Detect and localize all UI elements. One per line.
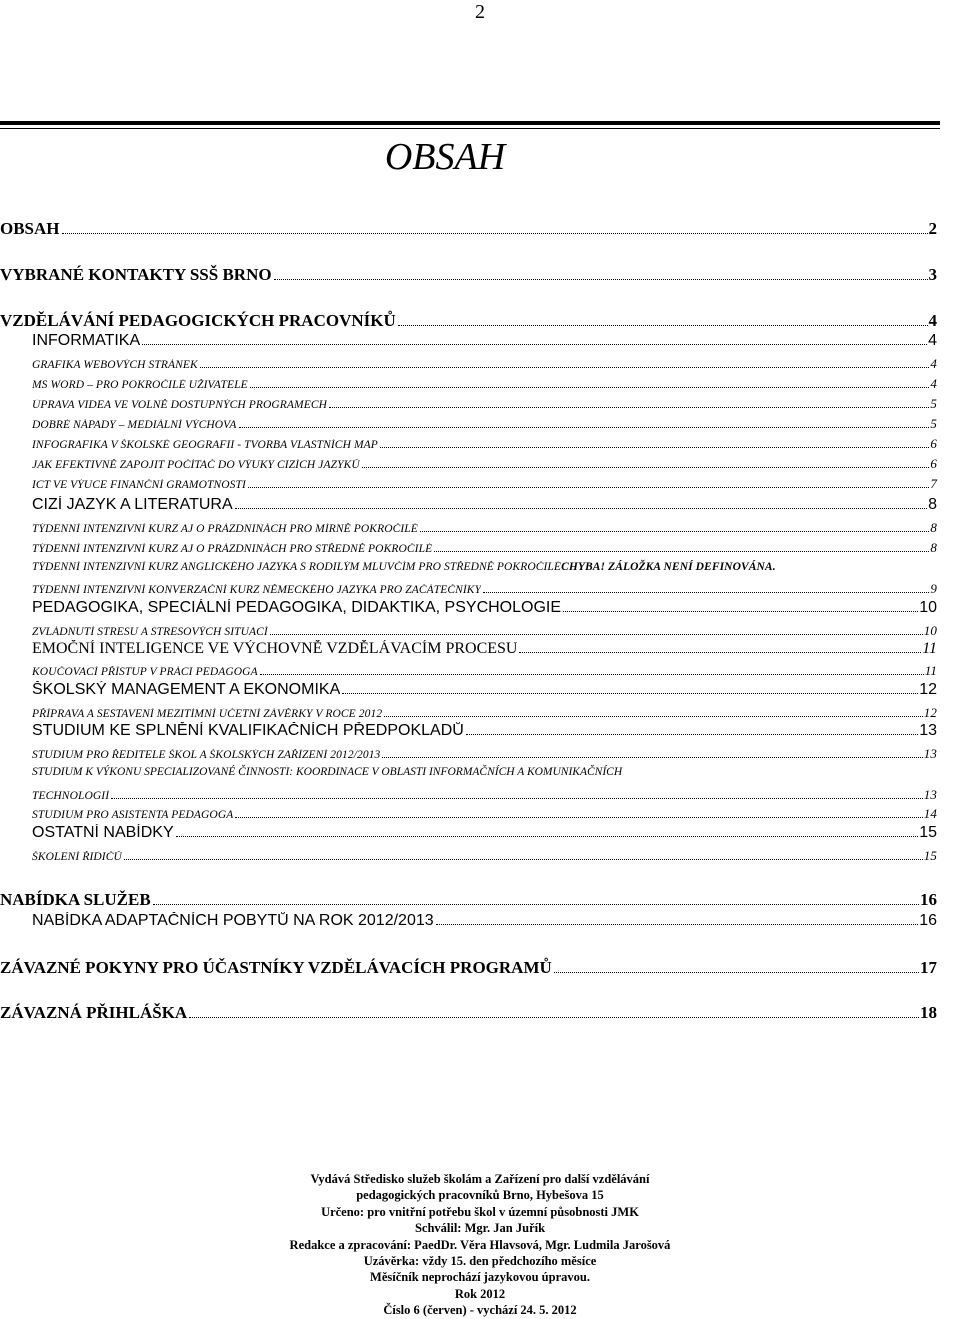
toc-entry-title: ICT VE VÝUCE FINANČNÍ GRAMOTNOSTI [32, 479, 246, 491]
toc-entry-title: OSTATNÍ NABÍDKY [32, 824, 174, 841]
toc-entry-page: 17 [920, 958, 937, 977]
toc-leader-dots [362, 467, 930, 468]
toc-entry[interactable] [0, 264, 937, 286]
toc-entry-title: ÚPRAVA VIDEA VE VOLNĚ DOSTUPNÝCH PROGRAMECH [32, 399, 328, 411]
toc-entry[interactable] [32, 416, 937, 432]
toc-entry-title: STUDIUM KE SPLNĚNÍ KVALIFIKAČNÍCH PŘEDPOKLADŮ [32, 722, 464, 739]
toc-leader-dots [124, 859, 923, 860]
toc-entry[interactable] [32, 496, 937, 514]
toc-entry-title: NABÍDKA SLUŽEB [0, 890, 151, 909]
colophon-line: pedagogických pracovníků Brno, Hybešova 15 [356, 1188, 604, 1203]
toc-entry-page: 8 [928, 496, 937, 513]
toc-entry-page: 10 [919, 599, 937, 616]
toc-entry-page: 12 [923, 705, 937, 720]
toc-entry[interactable] [32, 848, 937, 864]
toc-entry-title: TÝDENNÍ INTENZIVNÍ KONVERZAČNÍ KURZ NĚMECKÉHO JAZYKA PRO ZAČÁTEČNÍKY [32, 584, 482, 596]
toc-entry[interactable] [0, 310, 937, 332]
toc-entry[interactable] [32, 396, 937, 412]
toc-entry-page: 7 [930, 476, 937, 491]
colophon-line: Číslo 6 (červen) - vychází 24. 5. 2012 [383, 1303, 577, 1318]
toc-leader-dots [382, 757, 922, 758]
toc-leader-dots [260, 674, 924, 675]
toc-entry-title: ŠKOLSKÝ MANAGEMENT A EKONOMIKA [32, 681, 341, 698]
toc-entry-page: 3 [928, 265, 937, 284]
toc-leader-dots [274, 279, 928, 280]
toc-leader-dots [239, 427, 930, 428]
colophon-line: Redakce a zpracování: PaedDr. Věra Hlavsová, Mgr. Ludmila Jarošová [289, 1237, 671, 1252]
toc-entry-page: 4 [930, 356, 937, 371]
toc-entry-page: 5 [930, 396, 937, 411]
toc-entry-title: TECHNOLOGIÍ [32, 790, 110, 802]
toc-entry[interactable] [32, 640, 937, 658]
toc-leader-dots [270, 634, 923, 635]
page-title: OBSAH [384, 136, 506, 178]
toc-leader-dots [398, 325, 928, 326]
toc-entry-page: 13 [923, 746, 937, 761]
toc-entry-page: 13 [919, 722, 937, 739]
toc-entry-title: STUDIUM PRO ŘEDITELE ŠKOL A ŠKOLSKÝCH ZAŘÍZENÍ 2012/2013 [32, 749, 381, 761]
colophon-line: Uzávěrka: vždy 15. den předchozího měsíce [363, 1254, 597, 1269]
toc-leader-dots [153, 904, 919, 905]
toc-leader-dots [62, 233, 928, 234]
toc-entry-title: ZÁVAZNÁ PŘIHLÁŠKA [0, 1003, 188, 1022]
toc-entry[interactable] [32, 436, 937, 452]
toc-entry[interactable] [32, 681, 937, 699]
toc-entry[interactable] [32, 663, 937, 679]
toc-entry[interactable] [32, 623, 937, 639]
toc-entry-title: ZVLÁDNUTÍ STRESU A STRESOVÝCH SITUACÍ [32, 626, 268, 638]
toc-entry-page: 9 [930, 581, 937, 596]
toc-entry-title: VZDĚLÁVÁNÍ PEDAGOGICKÝCH PRACOVNÍKŮ [0, 311, 396, 330]
colophon-line: Schválil: Mgr. Jan Juřík [414, 1221, 546, 1236]
toc-entry-title: GRAFIKA WEBOVÝCH STRÁNEK [32, 359, 198, 371]
header-rule-thick [0, 121, 940, 125]
toc-entry[interactable] [32, 746, 937, 762]
colophon-line: Měsíčník neprochází jazykovou úpravou. [370, 1270, 590, 1285]
toc-entry[interactable] [32, 456, 937, 472]
toc-leader-dots [200, 367, 930, 368]
toc-leader-dots [342, 693, 918, 694]
toc-entry-title: VYBRANÉ KONTAKTY SSŠ BRNO [0, 265, 272, 284]
toc-entry-title: JAK EFEKTIVNĚ ZAPOJIT POČÍTAČ DO VÝUKY CIZÍCH JAZYKŮ [32, 459, 360, 471]
toc-leader-dots [380, 447, 930, 448]
toc-entry[interactable] [32, 356, 937, 372]
toc-leader-dots [235, 817, 922, 818]
toc-leader-dots [434, 551, 929, 552]
toc-entry[interactable] [0, 957, 937, 979]
toc-entry[interactable] [32, 787, 937, 803]
toc-entry[interactable] [32, 912, 937, 930]
toc-entry-title: TÝDENNÍ INTENZIVNÍ KURZ ANGLICKÉHO JAZYKA S RODILÝM MLUVČÍM PRO STŘEDNĚ POKROČILÉ [32, 561, 562, 573]
toc-entry-title: ŠKOLENÍ ŘIDIČŮ [32, 851, 122, 863]
toc-entry-title: TÝDENNÍ INTENZIVNÍ KURZ AJ O PRÁZDNINÁCH PRO STŘEDNĚ POKROČILÉ [32, 543, 433, 555]
toc-entry-page: 12 [919, 681, 937, 698]
toc-entry-page: 16 [919, 912, 937, 929]
toc-entry[interactable] [32, 824, 937, 842]
toc-leader-dots [483, 592, 929, 593]
toc-entry[interactable] [32, 332, 937, 350]
toc-entry-title: TÝDENNÍ INTENZIVNÍ KURZ AJ O PRÁZDNINÁCH PRO MÍRNĚ POKROČILÉ [32, 523, 418, 535]
toc-entry-title: PEDAGOGIKA, SPECIÁLNÍ PEDAGOGIKA, DIDAKTIKA, PSYCHOLOGIE [32, 599, 562, 616]
toc-entry-page: 5 [930, 416, 937, 431]
toc-leader-dots [554, 972, 919, 973]
toc-entry-title: INFOGRAFIKA V ŠKOLSKÉ GEOGRAFII - TVORBA VLASTNÍCH MAP [32, 439, 378, 451]
toc-leader-dots [384, 716, 923, 717]
toc-leader-dots [111, 798, 923, 799]
toc-entry[interactable] [32, 520, 937, 536]
toc-entry-page: 2 [928, 219, 937, 238]
toc-leader-dots [189, 1017, 919, 1018]
colophon-line: Určeno: pro vnitřní potřebu škol v územní působnosti JMK [321, 1204, 639, 1219]
toc-entry[interactable] [32, 476, 937, 492]
colophon-line: Vydává Středisko služeb školám a Zařízení pro další vzdělávání [310, 1172, 650, 1186]
toc-entry-page: 8 [930, 520, 937, 535]
toc-entry-page: 4 [930, 376, 937, 391]
toc-leader-dots [329, 407, 929, 408]
toc-leader-dots [563, 611, 918, 612]
toc-entry-title: ZÁVAZNÉ POKYNY PRO ÚČASTNÍKY VZDĚLÁVACÍCH PROGRAMŮ [0, 958, 552, 977]
toc-entry-title: CIZÍ JAZYK A LITERATURA [32, 496, 233, 513]
colophon [0, 1171, 960, 1319]
toc-leader-dots [142, 344, 927, 345]
toc-entry[interactable] [32, 376, 937, 392]
toc-leader-dots [250, 387, 930, 388]
toc-entry[interactable] [0, 889, 937, 911]
toc-leader-dots [436, 924, 919, 925]
header-rule-thin [0, 128, 940, 129]
toc-entry[interactable] [0, 218, 937, 240]
toc-entry-page: 15 [919, 824, 937, 841]
toc-entry-title: PŘÍPRAVA A SESTAVENÍ MEZITÍMNÍ ÚČETNÍ ZÁVĚRKY V ROCE 2012 [32, 708, 383, 720]
bookmark-error-text: CHYBA! ZÁLOŽKA NENÍ DEFINOVÁNA. [561, 561, 776, 573]
toc-entry-page: 4 [928, 332, 937, 349]
toc-entry-page: 10 [923, 623, 937, 638]
toc-entry-title: DOBRÉ NÁPADY – MEDIÁLNÍ VÝCHOVA [32, 419, 237, 431]
page-number: 2 [475, 1, 485, 23]
toc-entry[interactable] [32, 599, 937, 617]
toc-entry[interactable] [32, 540, 937, 556]
toc-leader-dots [235, 508, 927, 509]
toc-entry-page: 11 [924, 663, 937, 678]
toc-leader-dots [420, 531, 929, 532]
toc-leader-dots [248, 487, 929, 488]
toc-entry-page: 16 [920, 890, 937, 909]
toc-entry-title: OBSAH [0, 219, 60, 238]
toc-entry-page: 18 [920, 1003, 937, 1022]
toc-entry[interactable] [32, 722, 937, 740]
toc-entry-title: NABÍDKA ADAPTAČNÍCH POBYTŮ NA ROK 2012/2013 [32, 912, 434, 929]
toc-leader-dots [466, 734, 918, 735]
toc-entry[interactable] [32, 806, 937, 822]
colophon-line: Rok 2012 [454, 1286, 506, 1301]
toc-entry[interactable] [0, 1002, 937, 1024]
toc-entry-page: 14 [923, 806, 937, 821]
toc-entry-page: 6 [930, 436, 937, 451]
toc-entry-title: EMOČNÍ INTELIGENCE VE VÝCHOVNĚ VZDĚLÁVACÍM PROCESU [32, 640, 518, 657]
toc-entry-page: 15 [923, 848, 937, 863]
toc-entry-title-line1[interactable]: STUDIUM K VÝKONU SPECIALIZOVANÉ ČINNOSTI: KOORDINACE V OBLASTI INFORMAČNÍCH A KOMUNIKAČNÍCH [32, 766, 623, 778]
toc-entry[interactable] [32, 581, 937, 597]
toc-entry-page: 4 [928, 311, 937, 330]
toc-entry-page: 6 [930, 456, 937, 471]
toc-entry-title: KOUČOVACÍ PŘÍSTUP V PRÁCI PEDAGOGA [32, 666, 258, 678]
toc-entry-page: 11 [922, 640, 937, 657]
toc-entry-title: MS WORD – PRO POKROČILÉ UŽIVATELE [32, 379, 248, 391]
toc-leader-dots [176, 836, 919, 837]
toc-entry-title: STUDIUM PRO ASISTENTA PEDAGOGA [32, 809, 234, 821]
toc-leader-dots [519, 652, 921, 653]
toc-entry[interactable] [32, 561, 937, 573]
toc-entry-page: 13 [923, 787, 937, 802]
toc-entry-page: 8 [930, 540, 937, 555]
toc-entry[interactable] [32, 705, 937, 721]
toc-entry-title: INFORMATIKA [32, 332, 141, 349]
